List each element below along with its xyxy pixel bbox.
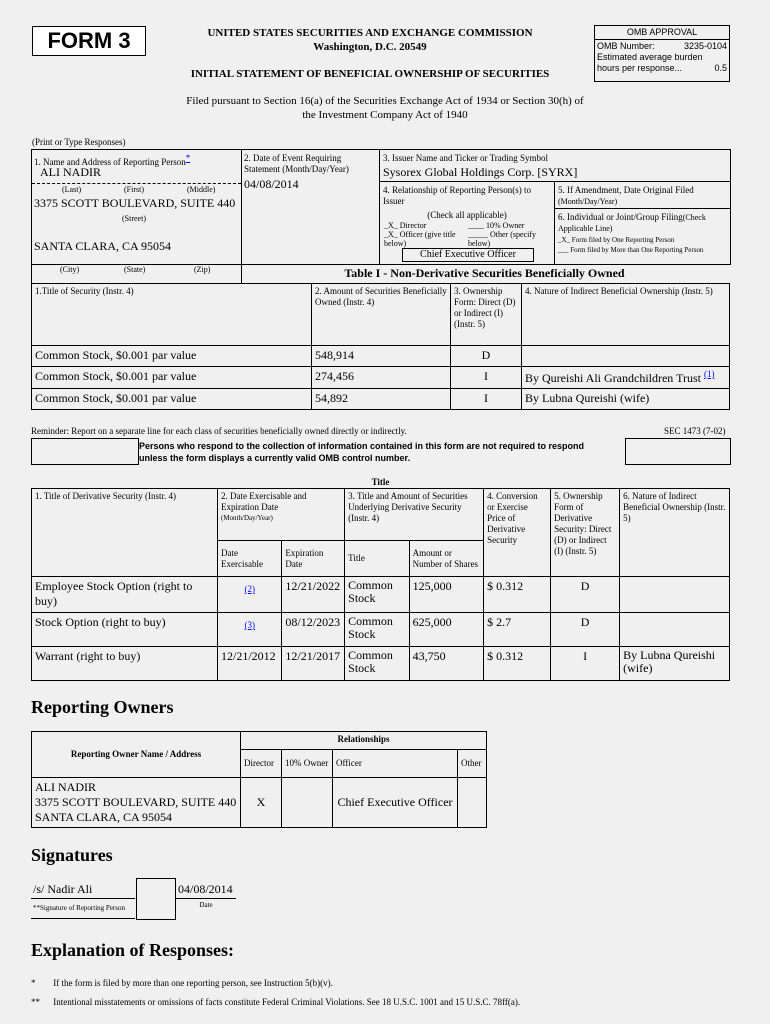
- box1-middle: (Middle): [187, 185, 216, 194]
- t2-r0-expiration: 12/21/2022: [282, 577, 345, 613]
- note0-text: If the form is filed by more than one reporting person, see Instruction 5(b)(v).: [53, 978, 333, 988]
- t2-r0-title: Employee Stock Option (right to buy): [32, 577, 218, 613]
- t1-h3: 3. Ownership Form: Direct (D) or Indirect (I) (Instr. 5): [451, 284, 522, 346]
- t2-r1-shares: 625,000: [409, 613, 484, 647]
- t2-exp-date: Expiration Date: [282, 541, 345, 577]
- box4-director: _X_ Director: [384, 221, 427, 230]
- omb-number-value: 3235-0104: [683, 41, 727, 51]
- t2-r2-expiration: 12/21/2017: [282, 647, 345, 681]
- signature-date: 04/08/2014: [178, 882, 233, 896]
- t2-r2-form: I: [551, 647, 620, 681]
- box4-check-all: (Check all applicable): [427, 210, 507, 220]
- t2-r2-exercisable: 12/21/2012: [218, 647, 282, 681]
- t2-r0-nature: [620, 577, 730, 613]
- omb-burden-label: hours per response...: [597, 63, 683, 73]
- ro-owner-line1: ALI NADIR: [35, 780, 96, 794]
- box4-other: _____ Other (specify below): [468, 230, 536, 248]
- t2-r0-shares: 125,000: [409, 577, 484, 613]
- signatures-heading: Signatures: [31, 845, 113, 865]
- t2-r1-price: $ 2.7: [484, 613, 551, 647]
- box1-label: 1. Name and Address of Reporting Person: [34, 157, 186, 167]
- t1-r2-title: Common Stock, $0.001 par value: [32, 389, 312, 410]
- t1-r0-form: D: [451, 346, 522, 367]
- t2-r1-sec-title: Common Stock: [345, 613, 409, 647]
- t1-r0-title: Common Stock, $0.001 par value: [32, 346, 312, 367]
- t1-r2-nature: By Lubna Qureishi (wife): [522, 389, 730, 410]
- t2-r1-title: Stock Option (right to buy): [32, 613, 218, 647]
- t2-r2-nature: By Lubna Qureishi (wife): [620, 647, 730, 681]
- signature-spacer-box: [136, 878, 176, 920]
- t2-h3: 3. Title and Amount of Securities Underlying Derivative Security (Instr. 4): [345, 489, 484, 541]
- box1-street: 3375 SCOTT BOULEVARD, SUITE 440: [34, 196, 236, 210]
- t2-r2-price: $ 0.312: [484, 647, 551, 681]
- t1-r0-nature: [522, 346, 730, 367]
- table-row: [32, 389, 730, 410]
- box1-city-line: SANTA CLARA, CA 95054: [34, 239, 172, 253]
- box1-first: (First): [124, 185, 144, 194]
- form-name-box: [32, 26, 146, 56]
- t1-r2-form: I: [451, 389, 522, 410]
- box1-last: (Last): [62, 185, 82, 194]
- t2-r0-price: $ 0.312: [484, 577, 551, 613]
- t2-r0-sec-title: Common Stock: [345, 577, 409, 613]
- table-row: [32, 778, 487, 828]
- filed-line1: Filed pursuant to Section 16(a) of the Securities Exchange Act of 1934 or Section 30(h) of: [186, 95, 584, 107]
- ro-owner-line2: 3375 SCOTT BOULEVARD, SUITE 440: [35, 795, 237, 809]
- print-note: (Print or Type Responses): [32, 137, 126, 147]
- t1-r1-footnote[interactable]: (1): [704, 369, 715, 379]
- signature-block: [31, 878, 135, 919]
- t1-r1-form: I: [451, 367, 522, 389]
- t2-r1-exercisable[interactable]: (3): [244, 620, 255, 630]
- ro-director: Director: [241, 750, 282, 778]
- agency-line2: Washington, D.C. 20549: [313, 41, 427, 53]
- box4-officer: _X_ Officer (give title below): [384, 230, 456, 248]
- table1: [31, 283, 730, 410]
- t2-h2: 2. Date Exercisable and Expiration Date: [221, 491, 307, 512]
- omb-number-label: OMB Number:: [597, 41, 655, 51]
- box1-name-address: [32, 150, 242, 264]
- omb-burden-line1: Estimated average burden: [597, 52, 703, 62]
- box6-label: 6. Individual or Joint/Group Filing: [558, 212, 683, 222]
- t2-h5: 5. Ownership Form of Derivative Security: Direct (D) or Indirect (I) (Instr. 5): [551, 489, 620, 577]
- table1-title: Table I - Non-Derivative Securities Beneficially Owned: [344, 266, 625, 280]
- t2-r2-shares: 43,750: [409, 647, 484, 681]
- t2-r0-exercisable[interactable]: (2): [244, 584, 255, 594]
- ro-officer: Officer: [333, 750, 458, 778]
- table-row: [32, 346, 730, 367]
- reporting-owners-table: [31, 731, 487, 828]
- omb-box: [594, 25, 730, 82]
- t2-r1-expiration: 08/12/2023: [282, 613, 345, 647]
- t2-r1-form: D: [551, 613, 620, 647]
- box3-label: 3. Issuer Name and Ticker or Trading Symbol: [383, 153, 548, 163]
- t2-r2-title: Warrant (right to buy): [32, 647, 218, 681]
- top-boxes: [31, 149, 731, 265]
- form-name: FORM 3: [47, 28, 131, 53]
- t2-date-ex: Date Exercisable: [218, 541, 282, 577]
- ro-relationships: Relationships: [241, 732, 487, 750]
- signature-label: **Signature of Reporting Person: [33, 904, 125, 912]
- t2-h6: 6. Nature of Indirect Beneficial Ownership (Instr. 5): [620, 489, 730, 577]
- box2-label: 2. Date of Event Requiring Statement (Month/Day/Year): [244, 153, 349, 174]
- note1-mark: **: [31, 997, 40, 1007]
- omb-title: OMB APPROVAL: [595, 26, 729, 40]
- box6-one: _X_ Form filed by One Reporting Person: [558, 236, 675, 244]
- table-row: [32, 647, 730, 681]
- box1-city: (City): [60, 265, 80, 274]
- box1-name: ALI NADIR: [40, 165, 101, 179]
- box5-amendment: [555, 182, 730, 209]
- ro-officer-value: Chief Executive Officer: [333, 778, 458, 828]
- persons-line2: unless the form displays a currently valid OMB control number.: [139, 453, 411, 463]
- persons-line1: Persons who respond to the collection of information contained in this form are not required to respond: [139, 441, 585, 451]
- t2-r0-form: D: [551, 577, 620, 613]
- box4-ten-pct: ____ 10% Owner: [468, 221, 525, 230]
- explanation-note: [31, 997, 520, 1007]
- box6-check: (Check Applicable Line): [558, 213, 706, 233]
- t1-r1-nature: By Qureishi Ali Grandchildren Trust: [525, 371, 701, 385]
- omb-burden-value: 0.5: [714, 63, 727, 73]
- table2: [31, 488, 730, 681]
- table-row: [32, 367, 730, 389]
- table-row: [32, 577, 730, 613]
- t2-title: Title: [345, 541, 409, 577]
- t2-r1-nature: [620, 613, 730, 647]
- ro-director-mark: X: [241, 778, 282, 828]
- box6-filing: [555, 209, 730, 264]
- t2-r2-sec-title: Common Stock: [345, 647, 409, 681]
- box1-footnote[interactable]: *: [185, 153, 191, 163]
- t1-r1-title: Common Stock, $0.001 par value: [32, 367, 312, 389]
- note0-mark: *: [31, 978, 36, 988]
- reporting-owners-heading: Reporting Owners: [31, 697, 174, 717]
- box4-label: 4. Relationship of Reporting Person(s) to Issuer: [383, 185, 531, 206]
- t1-r0-amount: 548,914: [312, 346, 451, 367]
- explanation-note: [31, 978, 333, 988]
- ro-other: Other: [458, 750, 487, 778]
- reminder-text: Reminder: Report on a separate line for each class of securities beneficially owned directly or indirectly.: [31, 426, 407, 436]
- t1-r2-amount: 54,892: [312, 389, 451, 410]
- agency-line1: UNITED STATES SECURITIES AND EXCHANGE COMMISSION: [207, 27, 533, 39]
- signature-name: /s/ Nadir Ali: [33, 882, 93, 896]
- ro-ten-pct: 10% Owner: [282, 750, 333, 778]
- box1-state: (State): [124, 265, 146, 274]
- box2-event-date: [242, 150, 380, 264]
- box5-sublabel: (Month/Day/Year): [558, 197, 618, 206]
- ro-col-name: Reporting Owner Name / Address: [32, 732, 241, 778]
- t2-amount: Amount or Number of Shares: [409, 541, 484, 577]
- ro-owner-line3: SANTA CLARA, CA 95054: [35, 810, 173, 824]
- signature-date-label: Date: [199, 901, 213, 909]
- t1-h2: 2. Amount of Securities Beneficially Owned (Instr. 4): [312, 284, 451, 346]
- reminder-box-left: [31, 438, 139, 465]
- box1-zip: (Zip): [194, 265, 211, 274]
- table-row: [32, 613, 730, 647]
- box4-officer-title: Chief Executive Officer: [402, 248, 534, 262]
- box1-street-label: (Street): [122, 214, 146, 223]
- t2-h1: 1. Title of Derivative Security (Instr. 4): [32, 489, 218, 577]
- signature-date-block: [176, 878, 236, 918]
- reminder-box-right: [625, 438, 731, 465]
- t2-h2sub: (Month/Day/Year): [221, 514, 273, 522]
- t1-h4: 4. Nature of Indirect Beneficial Ownership (Instr. 5): [522, 284, 730, 346]
- table2-title: Title: [371, 477, 390, 487]
- box3-issuer: [380, 150, 730, 182]
- t1-h1: 1.Title of Security (Instr. 4): [32, 284, 312, 346]
- t1-r1-amount: 274,456: [312, 367, 451, 389]
- persons-notice: [139, 440, 629, 464]
- explanation-heading: Explanation of Responses:: [31, 940, 235, 960]
- city-row: [31, 263, 242, 284]
- filed-line2: the Investment Company Act of 1940: [302, 109, 468, 121]
- box5-label: 5. If Amendment, Date Original Filed: [558, 185, 694, 195]
- t2-h4: 4. Conversion or Exercise Price of Derivative Security: [484, 489, 551, 577]
- statement-title: INITIAL STATEMENT OF BENEFICIAL OWNERSHIP OF SECURITIES: [190, 68, 550, 80]
- note1-text: Intentional misstatements or omissions of facts constitute Federal Criminal Violations. See 18 U.S.C. 1001 and 15 U.S.C. 78ff(a).: [53, 997, 521, 1007]
- box2-value: 04/08/2014: [244, 177, 299, 191]
- box3-value: Sysorex Global Holdings Corp. [SYRX]: [383, 165, 578, 179]
- box4-relationship: [380, 182, 555, 264]
- sec-code: SEC 1473 (7-02): [664, 426, 726, 436]
- box6-more: ___ Form filed by More than One Reporting Person: [558, 246, 704, 254]
